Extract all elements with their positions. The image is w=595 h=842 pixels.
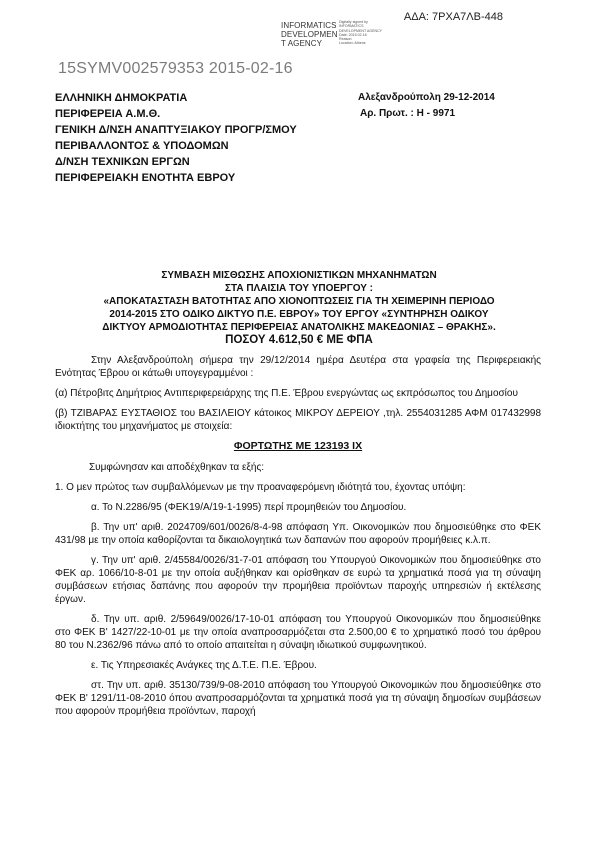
authority-line: ΠΕΡΙΒΑΛΛΟΝΤΟΣ & ΥΠΟΔΟΜΩΝ (55, 140, 229, 152)
intro-paragraph: Στην Αλεξανδρούπολη σήμερα την 29/12/2014 ημέρα Δευτέρα στα γραφεία της Περιφερειακής Ενότητας Έβρου οι κάτωθι υπογεγραμμένοι : (55, 355, 541, 379)
agreed-line: Συμφώνησαν και αποδέχθηκαν τα εξής: (89, 462, 265, 473)
issuing-authority (55, 90, 297, 186)
vehicle-heading: ΦΟΡΤΩΤΗΣ ΜΕ 123193 ΙΧ (233, 440, 363, 452)
title-line: «ΑΠΟΚΑΤΑΣΤΑΣΗ ΒΑΤΟΤΗΤΑΣ ΑΠΟ ΧΙΟΝΟΠΤΩΣΕΙΣ ΓΙΑ ΤΗ ΧΕΙΜΕΡΙΝΗ ΠΕΡΙΟΔΟ (103, 296, 495, 307)
agency-line: DEVELOPMEN (281, 30, 338, 39)
legal-basis-item: δ. Την υπ. αριθ. 2/59649/0026/17-10-01 απόφαση του Υπουργού Οικονομικών που δημοσιεύθηκε στο ΦΕΚ Β' 1427/22-10-01 με την οποία αναπροσαρμόζεται στα 2.500,00 € το χρηματικό ποσό του άρθρου 80 του Ν.2362/96 πάνω από το οποίο απαιτείται η σύναψη ιδιωτικού συμφωνητικού. (55, 614, 541, 651)
signature-line: DEVELOPMENT AGENCY (339, 28, 383, 33)
party-b: (β) ΤΖΙΒΑΡΑΣ ΕΥΣΤΑΘΙΟΣ του ΒΑΣΙΛΕΙΟΥ κάτοικος ΜΙΚΡΟΥ ΔΕΡΕΙΟΥ ,τηλ. 2554031285 ΑΦΜ 017432998 ιδιοκτήτης του μηχανήματος με στοιχεία: (55, 408, 541, 432)
protocol-number: Αρ. Πρωτ. : Η - 9971 (360, 108, 456, 119)
authority-line: ΠΕΡΙΦΕΡΕΙΑ Α.Μ.Θ. (55, 108, 161, 120)
contract-amount: ΠΟΣΟΥ 4.612,50 € ΜΕ ΦΠΑ (225, 334, 373, 346)
authority-line: Δ/ΝΣΗ ΤΕΧΝΙΚΩΝ ΕΡΓΩΝ (55, 156, 190, 168)
title-line: ΣΤΑ ΠΛΑΙΣΙΑ ΤΟΥ ΥΠΟΕΡΓΟΥ : (224, 283, 374, 294)
authority-line: ΕΛΛΗΝΙΚΗ ΔΗΜΟΚΡΑΤΙΑ (55, 92, 188, 104)
protocol-stamp: 15SYMV002579353 2015-02-16 (58, 60, 293, 77)
authority-line: ΠΕΡΙΦΕΡΕΙΑΚΗ ΕΝΟΤΗΤΑ ΕΒΡΟΥ (55, 172, 236, 184)
ada-code: ΑΔΑ: 7ΡΧΑ7ΛΒ-448 (403, 11, 503, 23)
signature-line: Location: Athens (339, 41, 366, 46)
place-date: Αλεξανδρούπολη 29-12-2014 (358, 92, 495, 103)
clause-1: 1. Ο μεν πρώτος των συμβαλλόμενων με την προαναφερόμενη ιδιότητά του, έχοντας υπόψη: (55, 482, 466, 493)
legal-basis-item: α. Το Ν.2286/95 (ΦΕΚ19/Α/19-1-1995) περί προμηθειών του Δημοσίου. (91, 502, 407, 513)
signing-agency (281, 21, 338, 48)
legal-basis-item: στ. Την υπ. αριθ. 35130/739/9-08-2010 απόφαση του Υπουργού Οικονομικών που δημοσιεύθηκε στο ΦΕΚ Β' 1291/11-08-2010 όπου αναπροσαρμόζονται τα χρηματικά ποσά για τη σύναψη δημοσίων συμβάσεων που αφορούν προμήθεια προϊόντων, παροχή (55, 680, 541, 717)
contract-body (55, 354, 541, 725)
date-and-protocol (358, 90, 495, 122)
signature-line: INFORMATICS (339, 24, 364, 29)
agency-line: T AGENCY (281, 39, 323, 48)
authority-line: ΓΕΝΙΚΗ Δ/ΝΣΗ ΑΝΑΠΤΥΞΙΑΚΟΥ ΠΡΟΓΡ/ΣΜΟΥ (55, 124, 297, 136)
title-line: ΔΙΚΤΥΟΥ ΑΡΜΟΔΙΟΤΗΤΑΣ ΠΕΡΙΦΕΡΕΙΑΣ ΑΝΑΤΟΛΙΚΗΣ ΜΑΚΕΔΟΝΙΑΣ – ΘΡΑΚΗΣ». (102, 322, 496, 333)
contract-title (55, 269, 543, 347)
title-line: ΣΥΜΒΑΣΗ ΜΙΣΘΩΣΗΣ ΑΠΟΧΙΟΝΙΣΤΙΚΩΝ ΜΗΧΑΝΗΜΑΤΩΝ (161, 270, 437, 281)
agency-line: INFORMATICS (281, 21, 337, 30)
signature-line: Reason: (339, 37, 353, 42)
legal-basis-item: β. Την υπ' αριθ. 2024709/601/0026/8-4-98 απόφαση Υπ. Οικονομικών που δημοσιεύθηκε στο ΦΕΚ 431/98 με την οποία καθορίζονται τα δικαιολογητικά των δαπανών που αφορούν προμήθειες κ.λ.π. (55, 522, 541, 546)
digital-signature-stamp (339, 20, 401, 46)
legal-basis-item: ε. Τις Υπηρεσιακές Ανάγκες της Δ.Τ.Ε. Π.Ε. Έβρου. (91, 660, 317, 671)
title-line: 2014-2015 ΣΤΟ ΟΔΙΚΟ ΔΙΚΤΥΟ Π.Ε. ΕΒΡΟΥ» ΤΟΥ ΕΡΓΟΥ «ΣΥΝΤΗΡΗΣΗ ΟΔΙΚΟΥ (109, 309, 489, 320)
legal-basis-item: γ. Την υπ' αριθ. 2/45584/0026/31-7-01 απόφαση του Υπουργού Οικονομικών που δημοσιεύθηκε στο ΦΕΚ αρ. 1066/10-8-01 με την οποία αυξήθηκαν και ορίσθηκαν σε ευρώ τα χρηματικά ποσά για τη σύναψη συμβάσεων ετήσιας δαπάνης που αφορούν την προμήθεια προϊόντων παροχής υπηρεσιών ή εκτέλεσης έργων. (55, 555, 541, 605)
signature-line: Digitally signed by (339, 20, 368, 24)
party-a: (α) Πέτροβιτς Δημήτριος Αντιπεριφερειάρχης της Π.Ε. Έβρου ενεργώντας ως εκπρόσωπος του Δημοσίου (55, 388, 518, 399)
signature-line: Date: 2015.02.16 (339, 32, 367, 37)
